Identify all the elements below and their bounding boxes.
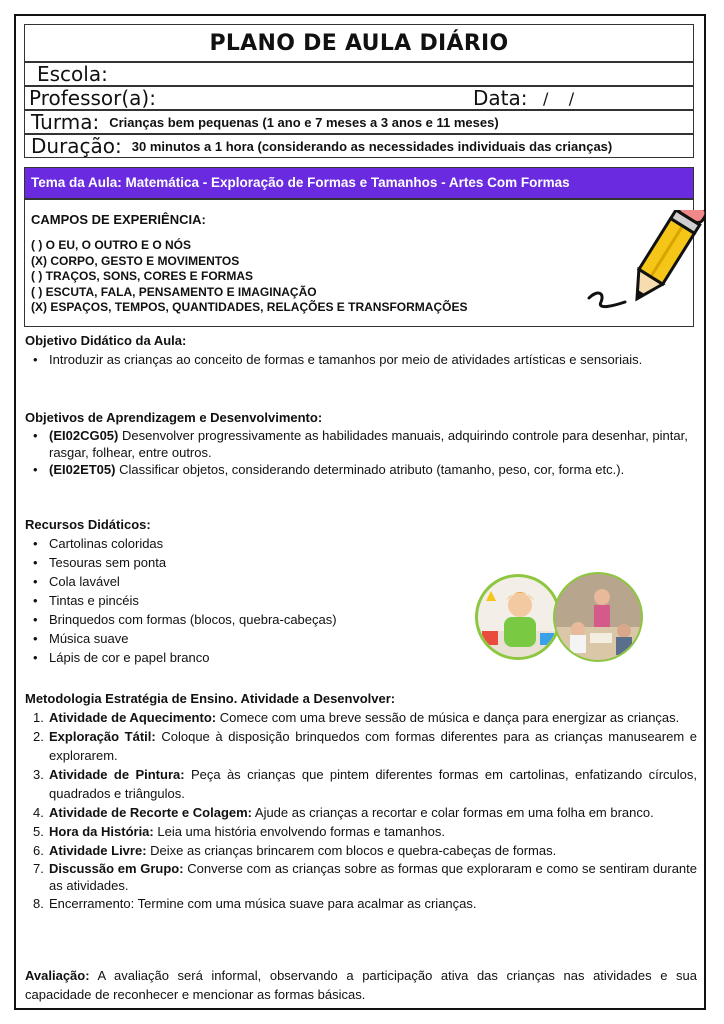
- aprendizagem-item: [25, 427, 697, 461]
- item-text: Comece com uma breve sessão de música e dança para energizar as crianças.: [216, 710, 680, 725]
- recurso-item: • Cartolinas coloridas: [25, 534, 697, 553]
- recursos-title: Recursos Didáticos:: [25, 517, 151, 532]
- item-text: Deixe as crianças brincarem com blocos e quebra-cabeças de formas.: [146, 843, 557, 858]
- item-heading: Atividade de Recorte e Colagem:: [49, 805, 252, 820]
- campo-item: (X) ESPAÇOS, TEMPOS, QUANTIDADES, RELAÇÕES E TRANSFORMAÇÕES: [31, 300, 468, 314]
- data-value: / /: [543, 88, 575, 108]
- objetivo-title: Objetivo Didático da Aula:: [25, 333, 187, 348]
- tema-banner: Tema da Aula: Matemática - Exploração de Formas e Tamanhos - Artes Com Formas: [24, 167, 694, 199]
- item-heading: Exploração Tátil:: [49, 729, 156, 744]
- metodologia-item: [25, 841, 697, 860]
- data-label: Data:: [473, 86, 528, 110]
- recurso-item: • Música suave: [25, 629, 697, 648]
- escola-row: [24, 62, 694, 86]
- item-number: 8.: [33, 896, 44, 911]
- campos-box: [24, 199, 694, 327]
- campo-item: ( ) O EU, O OUTRO E O NÓS: [31, 238, 192, 252]
- item-text: Converse com as crianças sobre as formas que exploraram e como se sentiram durante as atividades.: [49, 861, 698, 893]
- item-number: 4.: [33, 805, 44, 820]
- metodologia-item: [25, 727, 697, 765]
- aprendizagem-list: [25, 427, 697, 478]
- metodologia-item: [25, 822, 697, 841]
- campos-title: CAMPOS DE EXPERIÊNCIA:: [31, 212, 206, 227]
- turma-row: [24, 110, 694, 134]
- escola-label: Escola:: [37, 62, 108, 86]
- avaliacao-label: Avaliação:: [25, 968, 90, 983]
- metodologia-title: Metodologia Estratégia de Ensino. Atividade a Desenvolver:: [25, 691, 396, 706]
- item-heading: Atividade de Pintura:: [49, 767, 185, 782]
- item-number: 6.: [33, 843, 44, 858]
- recurso-item: • Tintas e pincéis: [25, 591, 697, 610]
- aprendizagem-text: Desenvolver progressivamente as habilidades manuais, adquirindo controle para desenhar, pintar, rasgar, folhear, entre outros.: [49, 428, 688, 460]
- item-number: 3.: [33, 767, 44, 782]
- duracao-value: 30 minutos a 1 hora (considerando as necessidades individuais das crianças): [131, 138, 613, 154]
- item-heading: Hora da História:: [49, 824, 154, 839]
- objetivo-section: [25, 331, 697, 369]
- item-number: 5.: [33, 824, 44, 839]
- avaliacao-text: A avaliação será informal, observando a participação ativa das crianças nas atividades e sua capacidade de reconhecer e mencionar as formas básicas.: [25, 968, 697, 1002]
- professor-label: Professor(a):: [29, 86, 156, 110]
- recurso-item: • Lápis de cor e papel branco: [25, 648, 697, 667]
- item-number: 2.: [33, 729, 44, 744]
- pencil-icon: [585, 210, 705, 320]
- item-number: 1.: [33, 710, 44, 725]
- duracao-label: Duração:: [31, 134, 122, 158]
- metodologia-section: [25, 689, 697, 913]
- campo-item: ( ) TRAÇOS, SONS, CORES E FORMAS: [31, 269, 254, 283]
- item-text: Coloque à disposição brinquedos com formas diferentes para as crianças manusearem e explorarem.: [49, 729, 698, 763]
- recurso-item: • Cola lavável: [25, 572, 697, 591]
- item-heading: Atividade Livre:: [49, 843, 147, 858]
- duracao-row: [24, 134, 694, 158]
- metodologia-item: [25, 803, 697, 822]
- item-heading: Discussão em Grupo:: [49, 861, 184, 876]
- campo-item: ( ) ESCUTA, FALA, PENSAMENTO E IMAGINAÇÃO: [31, 284, 317, 299]
- campo-item: (X) CORPO, GESTO E MOVIMENTOS: [31, 253, 240, 268]
- item-number: 7.: [33, 861, 44, 876]
- aprendizagem-title: Objetivos de Aprendizagem e Desenvolvimento:: [25, 410, 323, 425]
- avaliacao-section: [25, 966, 697, 1004]
- item-heading: Atividade de Aquecimento:: [49, 710, 217, 725]
- metodologia-item: [25, 765, 697, 803]
- item-text: Encerramento: Termine com uma música suave para acalmar as crianças.: [49, 896, 477, 911]
- objetivo-list: [25, 350, 697, 369]
- metodologia-item: [25, 860, 697, 894]
- recurso-item: • Brinquedos com formas (blocos, quebra-cabeças): [25, 610, 697, 629]
- item-text: Ajude as crianças a recortar e colar formas em uma folha em branco.: [252, 805, 654, 820]
- aprendizagem-section: [25, 408, 697, 478]
- turma-label: Turma:: [31, 110, 100, 134]
- aprendizagem-text: Classificar objetos, considerando determinado atributo (tamanho, peso, cor, forma etc.).: [115, 462, 625, 477]
- metodologia-list: [25, 708, 697, 913]
- item-text: Leia uma história envolvendo formas e tamanhos.: [153, 824, 445, 839]
- metodologia-item: [25, 894, 697, 913]
- aprendizagem-code: (EI02ET05): [49, 462, 116, 477]
- professor-row: [24, 86, 694, 110]
- metodologia-item: [25, 708, 697, 727]
- page-title: PLANO DE AULA DIÁRIO: [209, 31, 509, 56]
- objetivo-text: • Introduzir as crianças ao conceito de formas e tamanhos por meio de atividades artísticas e sensoriais.: [25, 350, 697, 369]
- recurso-item: • Tesouras sem ponta: [25, 553, 697, 572]
- children-photos: [474, 571, 644, 665]
- campos-list: [31, 238, 467, 316]
- aprendizagem-item: [25, 461, 697, 478]
- item-text: Peça às crianças que pintem diferentes formas em cartolinas, enfatizando círculos, quadrados e triângulos.: [49, 767, 697, 801]
- turma-value: Crianças bem pequenas (1 ano e 7 meses a 3 anos e 11 meses): [109, 114, 499, 130]
- title-row: [24, 24, 694, 62]
- aprendizagem-code: (EI02CG05): [49, 428, 119, 443]
